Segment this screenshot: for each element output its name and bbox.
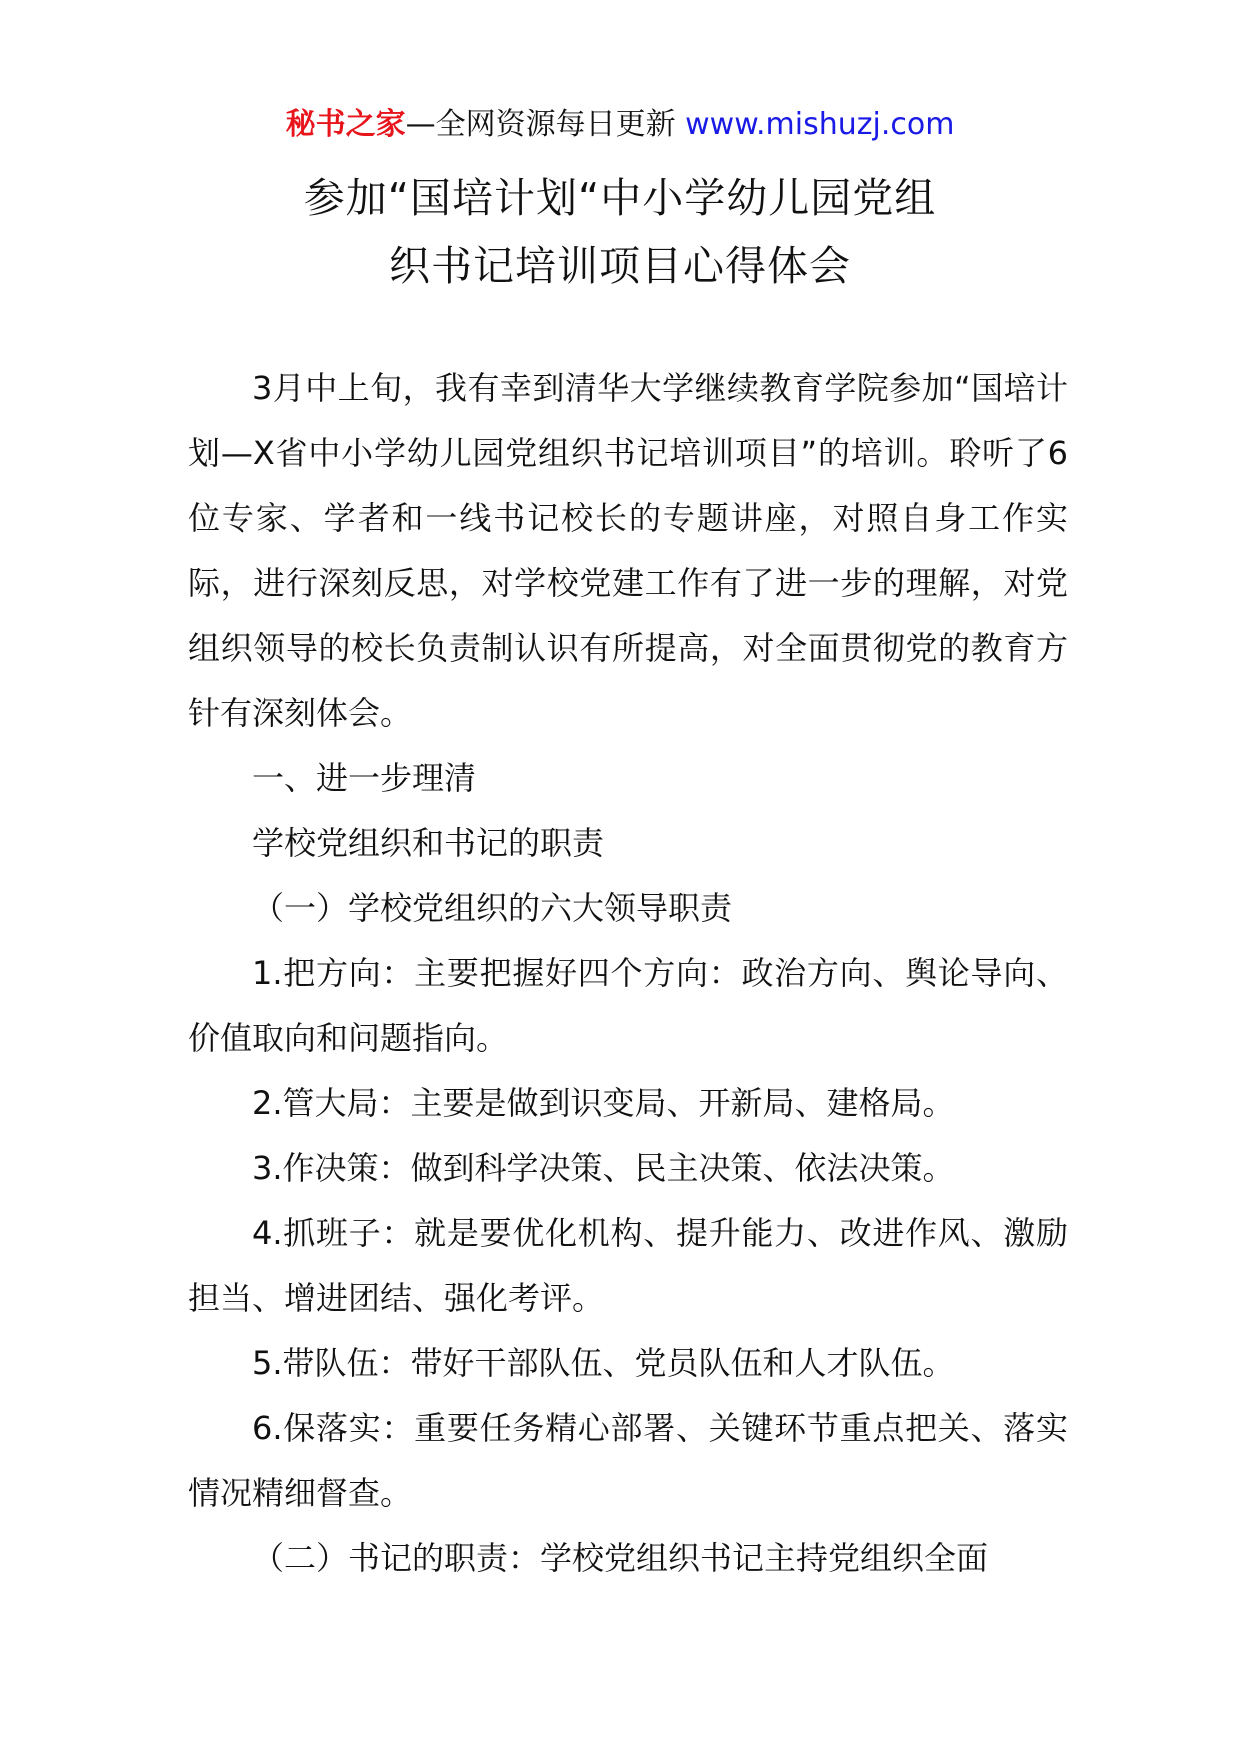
section-heading-1-cont: 学校党组织和书记的职责: [252, 824, 605, 862]
intro-paragraph: 3月中上旬，我有幸到清华大学继续教育学院参加“国培计划—X省中小学幼儿园党组织书记培训项目”的培训。聆听了6位专家、学者和一线书记校长的专题讲座，对照自身工作实际，进行深刻反思，对学校党建工作有了进一步的理解，对党组织领导的校长负责制认识有所提高，对全面贯彻党的教育方针有深刻体会。: [188, 369, 1068, 732]
subsection-heading-1: （一）学校党组织的六大领导职责: [252, 889, 733, 927]
section-heading-1: 一、进一步理清: [252, 759, 477, 797]
duty-item-4: 4.抓班子：就是要优化机构、提升能力、改进作风、激励担当、增进团结、强化考评。: [188, 1214, 1068, 1317]
subsection-heading-2: （二）书记的职责：学校党组织书记主持党组织全面: [252, 1539, 989, 1577]
site-url-link[interactable]: www.mishuzj.com: [685, 107, 955, 142]
duty-item-1: 1.把方向：主要把握好四个方向：政治方向、舆论导向、价值取向和问题指向。: [188, 954, 1068, 1057]
site-slogan: —全网资源每日更新: [405, 107, 676, 142]
site-header: [0, 98, 1240, 152]
document-body: [188, 356, 1068, 1591]
title-line-1: 参加“国培计划“中小学幼儿园党组: [303, 174, 937, 222]
site-brand: 秘书之家: [285, 107, 406, 142]
duty-item-5: 5.带队伍：带好干部队伍、党员队伍和人才队伍。: [252, 1344, 955, 1382]
title-line-2: 织书记培训项目心得体会: [389, 242, 851, 290]
document-title: [180, 164, 1060, 300]
duty-item-3: 3.作决策：做到科学决策、民主决策、依法决策。: [252, 1149, 955, 1187]
duty-item-6: 6.保落实：重要任务精心部署、关键环节重点把关、落实情况精细督查。: [188, 1409, 1068, 1512]
duty-item-2: 2.管大局：主要是做到识变局、开新局、建格局。: [252, 1084, 955, 1122]
